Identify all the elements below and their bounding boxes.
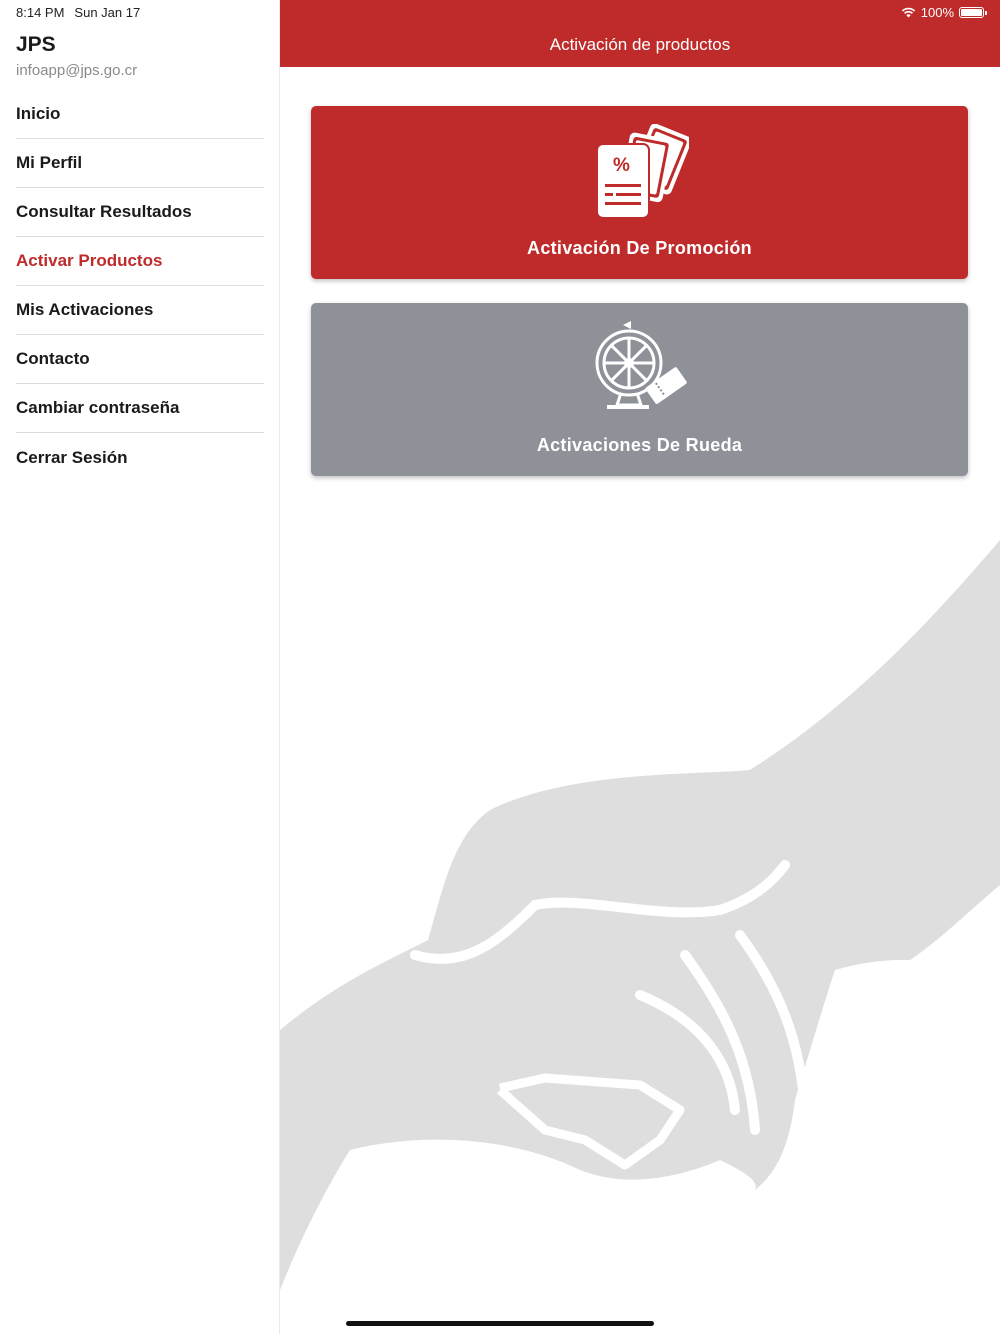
sidebar-item-label: Activar Productos [16,251,163,270]
sidebar-item-inicio[interactable] [16,90,264,139]
activaciones-rueda-button[interactable] [311,303,968,476]
top-bar [280,0,1000,67]
status-date: Sun Jan 17 [74,5,141,20]
status-bar-left [16,5,140,20]
sidebar-item-mis-activaciones[interactable] [16,286,264,335]
sidebar-item-mi-perfil[interactable] [16,139,264,188]
page-title: Activación de productos [549,35,731,54]
sidebar [0,0,280,1334]
sidebar-item-activar-productos[interactable] [16,237,264,286]
promotion-cards-icon [589,124,689,219]
svg-text:%: % [613,155,630,176]
sidebar-item-consultar-resultados[interactable] [16,188,264,237]
sidebar-item-label: Contacto [16,349,90,368]
sidebar-item-label: Inicio [16,104,61,123]
battery-percentage: 100% [920,5,954,20]
sidebar-item-label: Cambiar contraseña [16,398,180,417]
battery-icon [959,7,984,18]
sidebar-item-cerrar-sesion[interactable] [16,433,264,482]
app-name: JPS [16,33,56,56]
card-label: Activaciones De Rueda [536,435,743,455]
main-content [280,0,1000,1334]
status-bar-right [901,5,984,20]
handshake-watermark [280,500,1000,1334]
sidebar-item-contacto[interactable] [16,335,264,384]
sidebar-item-label: Cerrar Sesión [16,447,128,467]
status-time: 8:14 PM [16,5,65,20]
wifi-icon [901,7,916,18]
sidebar-menu [16,90,264,482]
home-indicator[interactable] [346,1321,654,1326]
sidebar-item-label: Mi Perfil [16,153,83,172]
sidebar-item-cambiar-contrasena[interactable] [16,384,264,433]
user-email: infoapp@jps.go.cr [16,62,138,79]
sidebar-item-label: Mis Activaciones [16,300,154,319]
card-label: Activación De Promoción [527,238,752,258]
lottery-wheel-icon [589,321,689,416]
activacion-promocion-button[interactable] [311,106,968,279]
sidebar-item-label: Consultar Resultados [16,202,192,221]
